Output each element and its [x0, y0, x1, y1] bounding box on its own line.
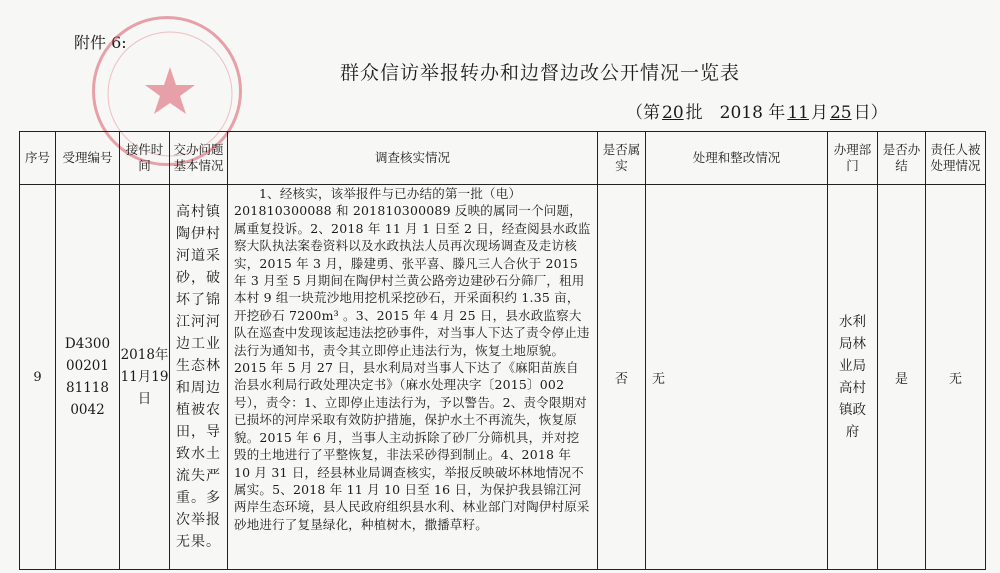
batch-close: 日）: [853, 103, 888, 123]
header-is-true: 是否属实: [598, 132, 646, 185]
cell-seq: 9: [20, 185, 56, 570]
cell-handling: 无: [646, 185, 828, 570]
table-row: [20, 185, 986, 570]
cell-is-true: 否: [598, 185, 646, 570]
header-handling: 处理和整改情况: [646, 132, 828, 185]
batch-day: 25: [829, 103, 852, 123]
attachment-label: 附件 6:: [74, 33, 127, 52]
cell-receipt-no: D4300 00201 81118 0042: [56, 185, 120, 570]
batch-info: [626, 98, 888, 123]
header-dept: 办理部门: [828, 132, 878, 185]
header-investigation: 调查核实情况: [228, 132, 598, 185]
header-basic-info: 交办问题基本情况: [170, 132, 228, 185]
cell-investigation: 1、经核实，该举报件与已办结的第一批（电）201810300088 和 201810300089 反映的属同一个问题，属重复投诉。2、2018 年 11 月 1 日至 2 日，经查阅县水政监察大队执法案卷资料以及水政执法人员再次现场调查及走访核实，2015 年 3 月，滕建勇、张平喜、滕凡三人合伙于 2015 年 3 月至 5 月期间在陶伊村兰黄公路旁边建砂石分筛厂，租用本村 9 组一块荒沙地用挖机采挖砂石，开采面积约 1.35 亩，开挖砂石 7200m³ 。3、2015 年 4 月 25 日，县水政监察大队在巡查中发现该起违法挖砂事件，对当事人下达了责令停止违法行为通知书，责令其立即停止违法行为，恢复土地原貌。2015 年 5 月 27 日，县水利局对当事人下达了《麻阳苗族自治县水利局行政处理决定书》（麻水处理决字〔2015〕002 号），责令：1、立即停止违法行为，予以警告。2、责令限期对已损坏的河岸采取有效防护措施，保护水土不再流失，恢复原貌。2015 年 6 月，当事人主动拆除了砂厂分筛机具，并对挖毁的土地进行了平整恢复，非法采砂得到制止。4、2018 年 10 月 31 日，经县林业局调查核实，举报反映破坏林地情况不属实。5、2018 年 11 月 10 日至 16 日，为保护我县锦江河两岸生态环境，县人民政府组织县水利、林业部门对陶伊村原采砂地进行了复垦绿化，种植树木，撒播草籽。: [228, 185, 598, 570]
batch-month: 11: [787, 103, 809, 123]
header-seq: 序号: [20, 132, 56, 185]
complaint-table: [19, 131, 986, 570]
header-accountability: 责任人被处理情况: [926, 132, 986, 185]
header-closed: 是否办结: [878, 132, 926, 185]
document-title: 群众信访举报转办和边督边改公开情况一览表: [339, 62, 740, 84]
cell-basic-info: 高村镇陶伊村河道采砂，破坏了锦江河河边工业生态林和周边植被农田，导致水土流失严重。多次举报无果。: [170, 185, 228, 570]
cell-receipt-time: 2018年11月19日: [120, 185, 170, 570]
cell-accountability: 无: [926, 185, 986, 570]
batch-month-suffix: 月: [810, 103, 828, 123]
cell-dept: 水利局林业局高村镇政府: [828, 185, 878, 570]
batch-year: 批 2018 年: [685, 103, 786, 123]
header-receipt-no: 受理编号: [56, 132, 120, 185]
header-receipt-time: 接件时间: [120, 132, 170, 185]
table-header-row: [20, 132, 986, 185]
batch-number: 20: [662, 103, 684, 123]
batch-open: （第: [626, 103, 660, 123]
cell-closed: 是: [878, 185, 926, 570]
